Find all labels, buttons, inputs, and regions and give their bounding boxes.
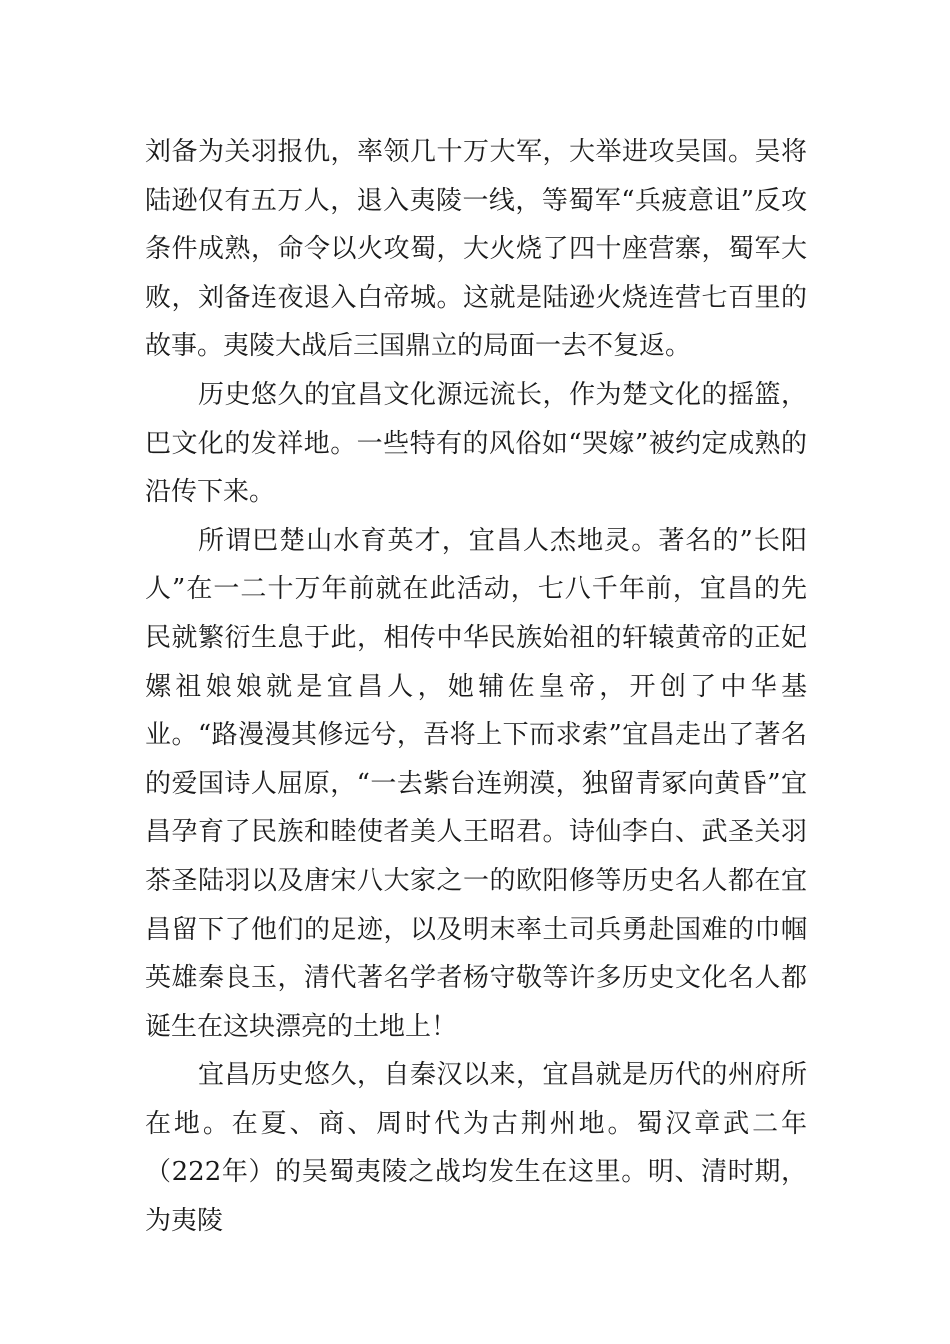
paragraph-4: 宜昌历史悠久，自秦汉以来，宜昌就是历代的州府所在地。在夏、商、周时代为古荆州地。蜀汉章武二年（222年）的吴蜀夷陵之战均发生在这里。明、清时期，为夷陵 — [145, 1060, 807, 1237]
paragraph-2: 历史悠久的宜昌文化源远流长，作为楚文化的摇篮，巴文化的发祥地。一些特有的风俗如“哭嫁”被约定成熟的沿传下来。 — [145, 379, 807, 508]
paragraph-3: 所谓巴楚山水育英才，宜昌人杰地灵。著名的”长阳人”在一二十万年前就在此活动，七八千年前，宜昌的先民就繁衍生息于此，相传中华民族始祖的轩辕黄帝的正妃嫘祖娘娘就是宜昌人，她辅佐皇帝，开创了中华基业。“路漫漫其修远兮，吾将上下而求索”宜昌走出了著名的爱国诗人屈原，“一去紫台连朔漠，独留青冢向黄昏”宜昌孕育了民族和睦使者美人王昭君。诗仙李白、武圣关羽茶圣陆羽以及唐宋八大家之一的欧阳修等历史名人都在宜昌留下了他们的足迹，以及明末率土司兵勇赴国难的巾帼英雄秦良玉，清代著名学者杨守敬等许多历史文化名人都诞生在这块漂亮的土地上！ — [145, 525, 807, 1042]
document-body — [145, 128, 807, 1246]
paragraph-1: 刘备为关羽报仇，率领几十万大军，大举进攻吴国。吴将陆逊仅有五万人，退入夷陵一线，等蜀军“兵疲意诅”反攻条件成熟，命令以火攻蜀，大火烧了四十座营寨，蜀军大败，刘备连夜退入白帝城。这就是陆逊火烧连营七百里的故事。夷陵大战后三国鼎立的局面一去不复返。 — [145, 137, 807, 362]
